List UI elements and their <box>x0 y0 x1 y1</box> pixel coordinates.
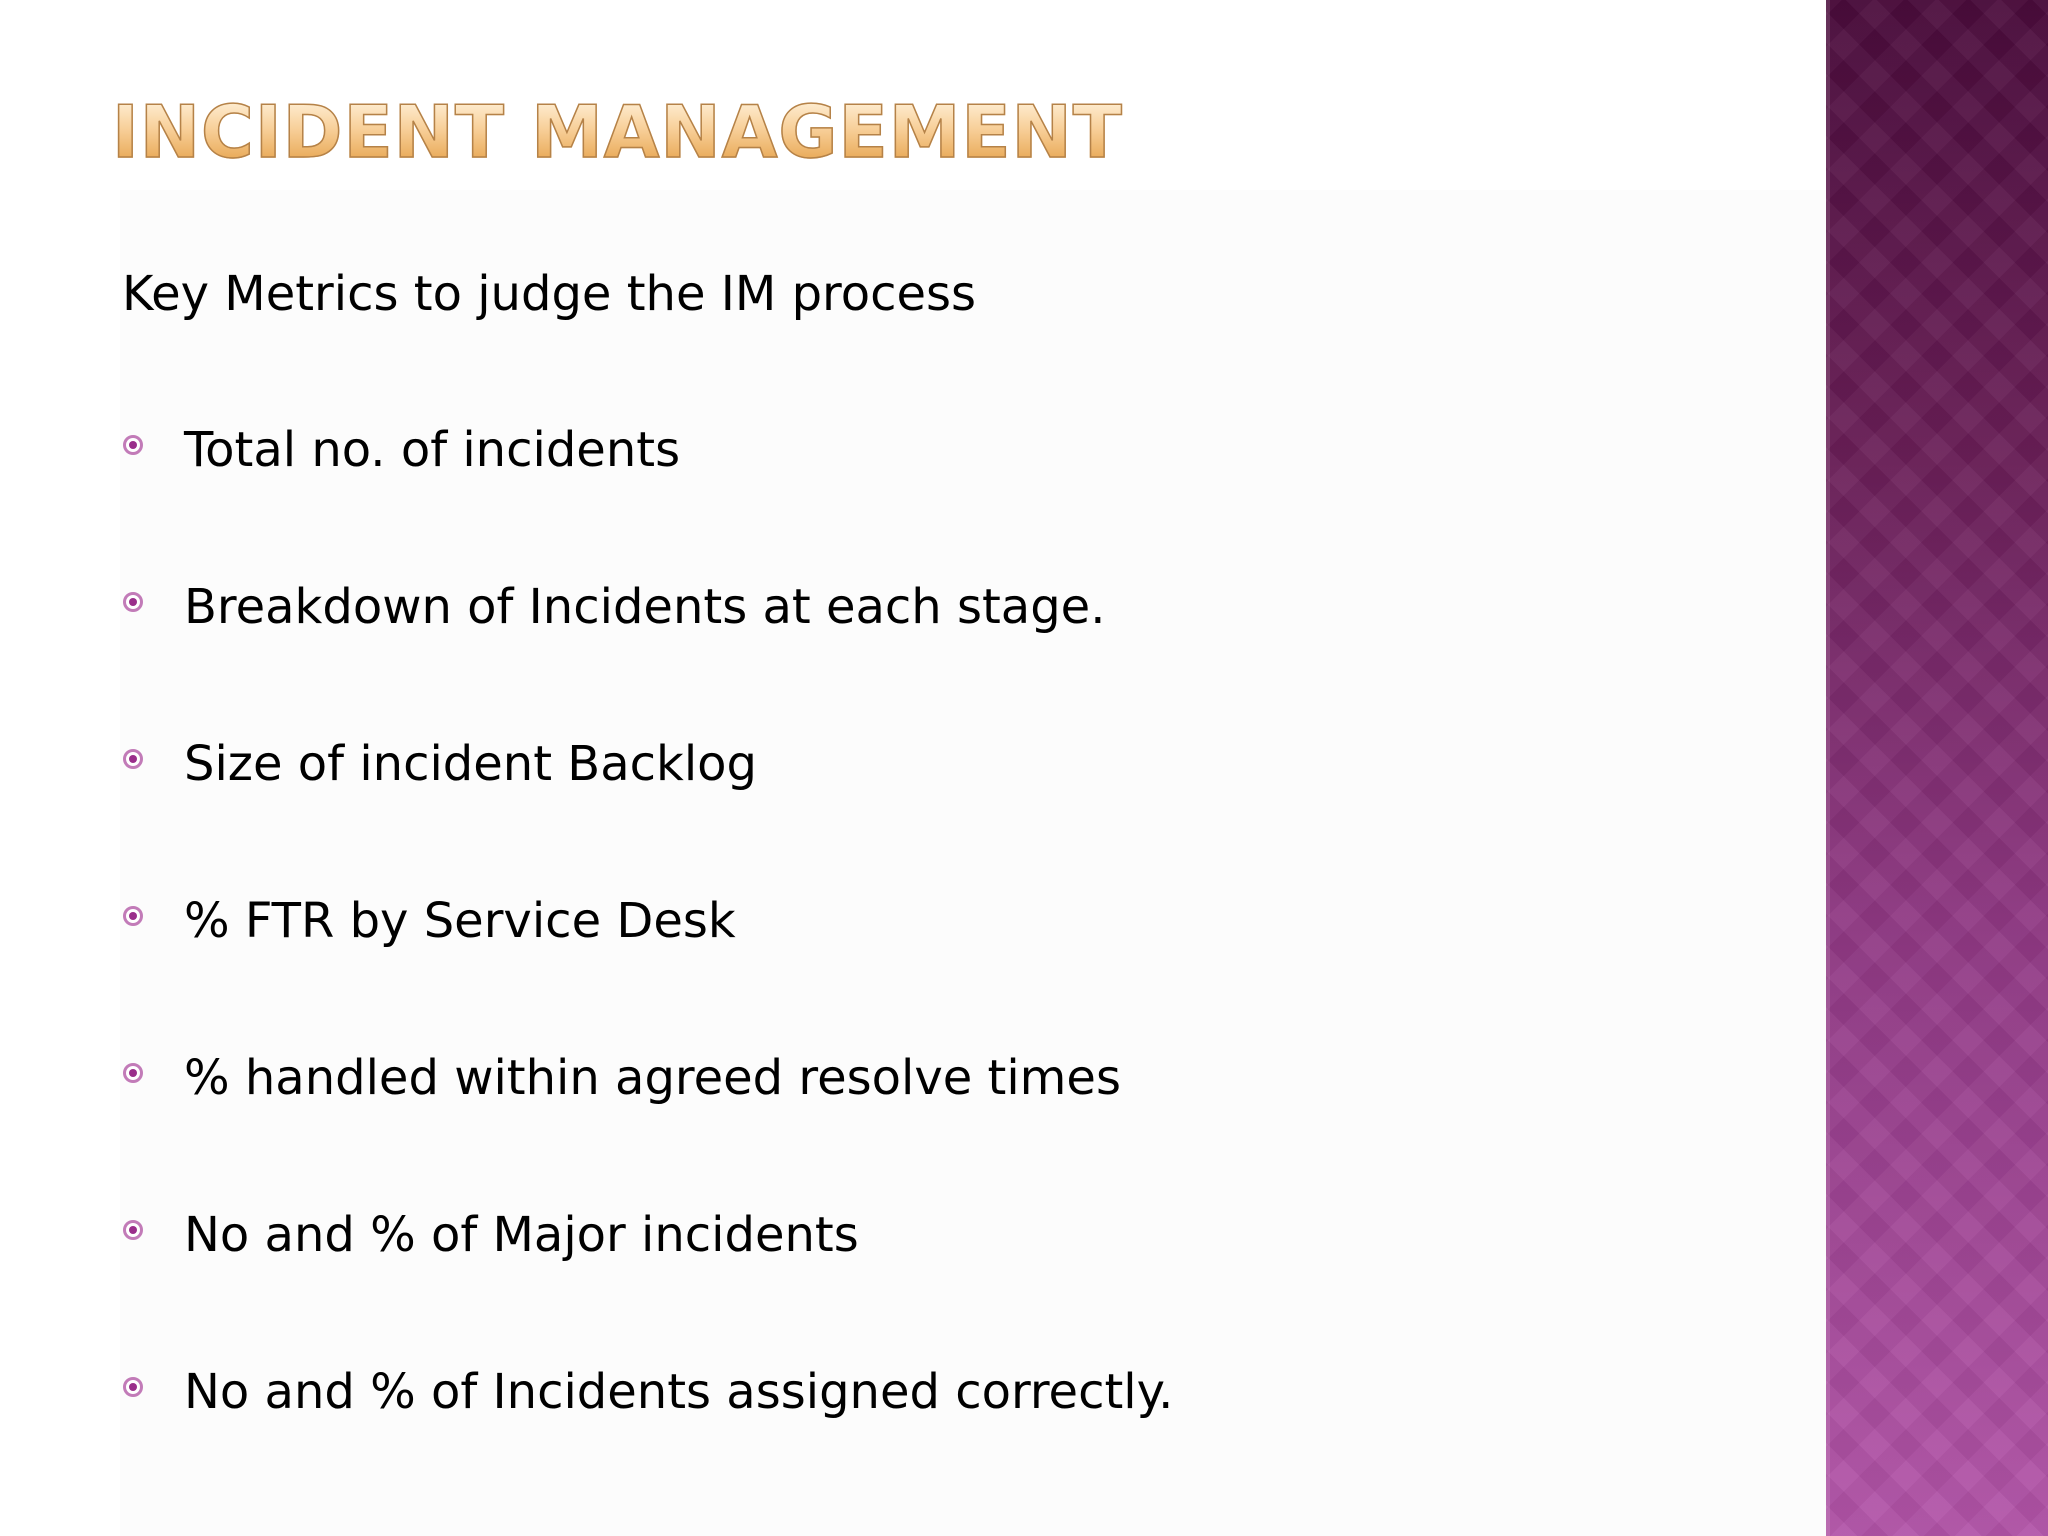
metric-text: Breakdown of Incidents at each stage. <box>184 579 1106 635</box>
metric-item <box>122 579 1173 740</box>
target-bullet-icon <box>122 1219 152 1249</box>
target-bullet-icon <box>122 1062 152 1092</box>
decorative-side-band <box>1826 0 2048 1536</box>
metric-list <box>122 422 1174 1525</box>
target-bullet-icon <box>122 591 152 621</box>
intro-text: Key Metrics to judge the IM process <box>122 266 977 322</box>
metric-text: No and % of Incidents assigned correctly. <box>184 1364 1174 1420</box>
metric-item <box>122 1207 1173 1368</box>
metric-text: No and % of Major incidents <box>184 1207 859 1263</box>
metric-text: % handled within agreed resolve times <box>184 1050 1121 1106</box>
metric-text: Size of incident Backlog <box>184 736 757 792</box>
metric-item <box>122 422 1173 583</box>
metric-item <box>122 1050 1173 1211</box>
slide-title: INCIDENT MANAGEMENT <box>112 90 1123 174</box>
metric-item <box>122 1364 1174 1525</box>
metric-item <box>122 736 1173 897</box>
target-bullet-icon <box>122 905 152 935</box>
side-band-edge <box>1826 0 1830 1536</box>
metric-text: % FTR by Service Desk <box>184 893 736 949</box>
target-bullet-icon <box>122 748 152 778</box>
target-bullet-icon <box>122 434 152 464</box>
metric-item <box>122 893 1173 1054</box>
metric-text: Total no. of incidents <box>184 422 681 478</box>
target-bullet-icon <box>122 1376 152 1406</box>
